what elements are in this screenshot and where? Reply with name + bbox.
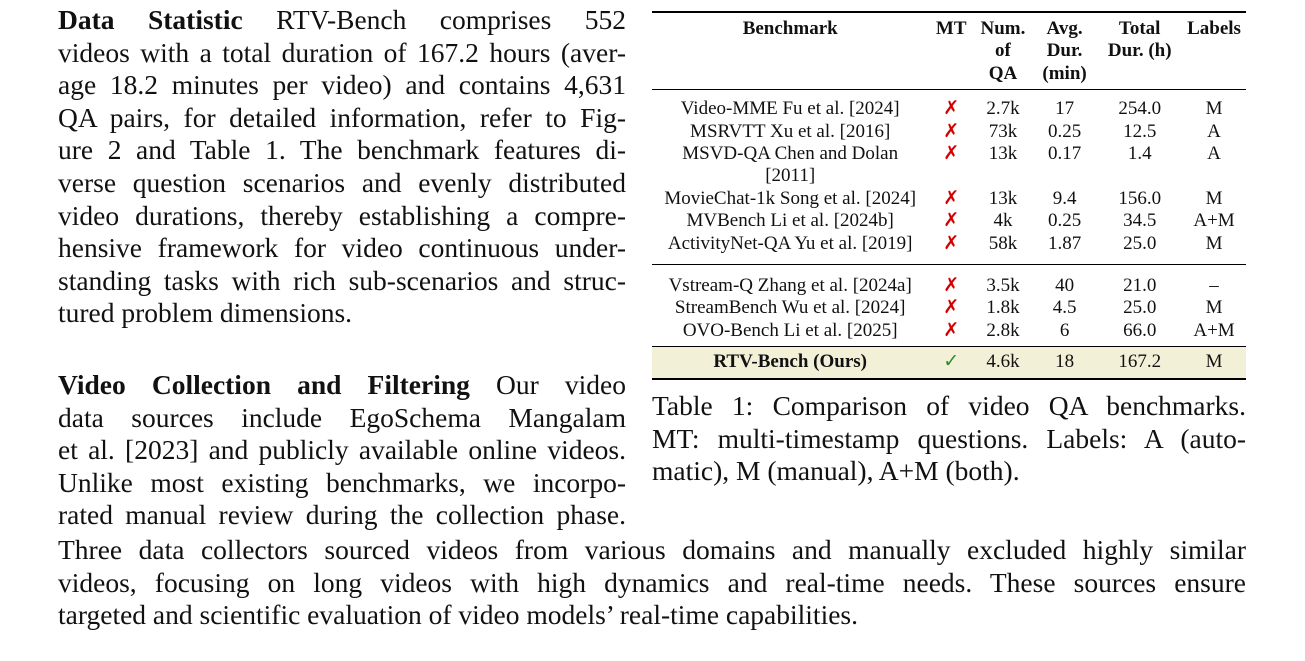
header-benchmark: Benchmark	[742, 18, 838, 39]
table-cell: 167.2	[1097, 347, 1182, 379]
cross-icon: ✗	[943, 319, 960, 341]
table-cell: 0.25	[1047, 210, 1082, 232]
paragraph-line: et al. [2023] and publicly available online videos.	[58, 434, 626, 466]
header-labels: Labels	[1187, 18, 1241, 39]
table-row	[652, 233, 1246, 265]
table-cell: StreamBench Wu et al. [2024]	[674, 297, 906, 319]
table-cell: 17	[1055, 98, 1075, 120]
table-cell: 13k	[988, 187, 1018, 209]
table-cell: 13k	[988, 143, 1018, 165]
table-cell: 34.5	[1123, 210, 1157, 232]
table-cell: –	[1209, 275, 1219, 297]
table-cell: A+M	[1193, 319, 1235, 341]
table-cell: MSRVTT Xu et al. [2016]	[690, 120, 891, 142]
paragraph-line: tured problem dimensions.	[58, 297, 353, 329]
caption-line: matic), M (manual), A+M (both).	[652, 455, 1020, 487]
table-cell: A	[1207, 120, 1221, 142]
paragraph-line: standing tasks with rich sub-scenarios and struc-	[58, 264, 626, 296]
table-cell: 4.6k	[974, 347, 1032, 379]
table-cell: M	[1205, 232, 1223, 254]
paragraph-line: Unlike most existing benchmarks, we incorpo-	[58, 466, 626, 498]
data-statistic-paragraph	[58, 4, 626, 330]
paragraph-line: age 18.2 minutes per video) and contains 4,631	[58, 69, 626, 101]
header-num-qa: Num. of QA	[980, 18, 1026, 84]
table-row	[652, 188, 1246, 210]
paragraph-line: Three data collectors sourced videos from various domains and manually excluded highly similar	[58, 534, 1246, 565]
paragraph-line: hensive framework for video continuous under-	[58, 232, 626, 264]
check-icon: ✓	[928, 347, 974, 379]
cross-icon: ✗	[943, 275, 960, 297]
paragraph-line: rated manual review during the collection phase.	[58, 499, 626, 531]
table-cell: 73k	[988, 120, 1018, 142]
table-cell: OVO-Bench Li et al. [2025]	[682, 319, 898, 341]
table-group-offline	[652, 90, 1246, 265]
table-cell: 6	[1059, 319, 1070, 341]
paragraph-line: targeted and scientific evaluation of video models’ real-time capabilities.	[58, 599, 858, 631]
section-heading: Video Collection and Filtering	[58, 369, 470, 400]
table-cell: A+M	[1193, 210, 1235, 232]
table-row	[652, 320, 1246, 347]
table-cell: ActivityNet-QA Yu et al. [2019]	[667, 232, 913, 254]
cross-icon: ✗	[943, 120, 960, 142]
table-cell: MovieChat-1k Song et al. [2024]	[664, 187, 917, 209]
table-row-highlighted	[652, 347, 1246, 379]
video-collection-paragraph	[58, 369, 626, 532]
benchmark-comparison-table	[652, 11, 1246, 380]
table-cell: M	[1205, 187, 1223, 209]
table-cell: 66.0	[1123, 319, 1157, 341]
table-cell: MSVD-QA Chen and Dolan [2011]	[682, 143, 899, 187]
paragraph-line: Video Collection and Filtering Our video	[58, 369, 627, 400]
header-total-dur: Total Dur. (h)	[1107, 18, 1172, 62]
paragraph-line: videos with a total duration of 167.2 hours (aver-	[58, 36, 626, 68]
table-cell: 12.5	[1123, 120, 1157, 142]
table-cell: 156.0	[1118, 187, 1162, 209]
table-row	[652, 90, 1246, 121]
table-cell: A	[1207, 143, 1221, 165]
table-row	[652, 297, 1246, 319]
table-cell: 1.4	[1127, 143, 1152, 165]
table-cell: 1.87	[1047, 232, 1082, 254]
table-cell: M	[1205, 297, 1223, 319]
table-cell: 21.0	[1123, 275, 1157, 297]
table-cell: 254.0	[1118, 98, 1162, 120]
cross-icon: ✗	[943, 210, 960, 232]
table-cell: 25.0	[1123, 232, 1157, 254]
paragraph-line: video durations, thereby establishing a compre-	[58, 199, 626, 231]
table-cell: Vstream-Q Zhang et al. [2024a]	[668, 275, 912, 297]
table-cell: 0.17	[1047, 143, 1082, 165]
paragraph-line: ure 2 and Table 1. The benchmark features di-	[58, 134, 626, 166]
paragraph-line: data sources include EgoSchema Mangalam	[58, 401, 626, 433]
caption-line: MT: multi-timestamp questions. Labels: A (auto-	[652, 422, 1246, 454]
cross-icon: ✗	[943, 232, 960, 254]
header-mt: MT	[935, 18, 967, 39]
paragraph-line: QA pairs, for detailed information, refer to Fig-	[58, 101, 626, 133]
cross-icon: ✗	[943, 98, 960, 120]
cross-icon: ✗	[943, 187, 960, 209]
table-row	[652, 265, 1246, 298]
table-cell: 0.25	[1047, 120, 1082, 142]
paragraph-line: verse question scenarios and evenly distributed	[58, 166, 626, 198]
section-heading: Data Statistic	[58, 4, 243, 35]
table-row	[652, 143, 1246, 188]
table-group-ours	[652, 347, 1246, 379]
table-cell: 4.5	[1052, 297, 1077, 319]
table-cell: 2.7k	[986, 98, 1020, 120]
table-cell: 2.8k	[986, 319, 1020, 341]
table-cell: RTV-Bench (Ours)	[652, 347, 928, 379]
table-cell: 58k	[988, 232, 1018, 254]
table-group-streaming	[652, 265, 1246, 347]
full-width-paragraph	[58, 534, 1246, 632]
table-cell: M	[1182, 347, 1246, 379]
paragraph-line: Data Statistic RTV-Bench comprises 552	[58, 4, 626, 35]
table-cell: 25.0	[1123, 297, 1157, 319]
table-row	[652, 121, 1246, 143]
table-cell: Video-MME Fu et al. [2024]	[680, 98, 900, 120]
table-cell: 3.5k	[986, 275, 1020, 297]
paragraph-line: videos, focusing on long videos with high dynamics and real-time needs. These sources ensure	[58, 566, 1246, 598]
table-cell: 18	[1032, 347, 1097, 379]
caption-line: Table 1: Comparison of video QA benchmarks.	[652, 390, 1246, 421]
table-header-row	[652, 12, 1246, 90]
table-cell: M	[1205, 98, 1223, 120]
table-caption	[652, 390, 1246, 488]
table-cell: MVBench Li et al. [2024b]	[686, 210, 894, 232]
table-row	[652, 210, 1246, 232]
table-cell: 4k	[993, 210, 1013, 232]
table-cell: 1.8k	[986, 297, 1020, 319]
header-avg-dur: Avg. Dur. (min)	[1042, 18, 1087, 84]
table-cell: 40	[1055, 275, 1075, 297]
cross-icon: ✗	[943, 143, 960, 165]
table-cell: 9.4	[1052, 187, 1077, 209]
cross-icon: ✗	[943, 297, 960, 319]
